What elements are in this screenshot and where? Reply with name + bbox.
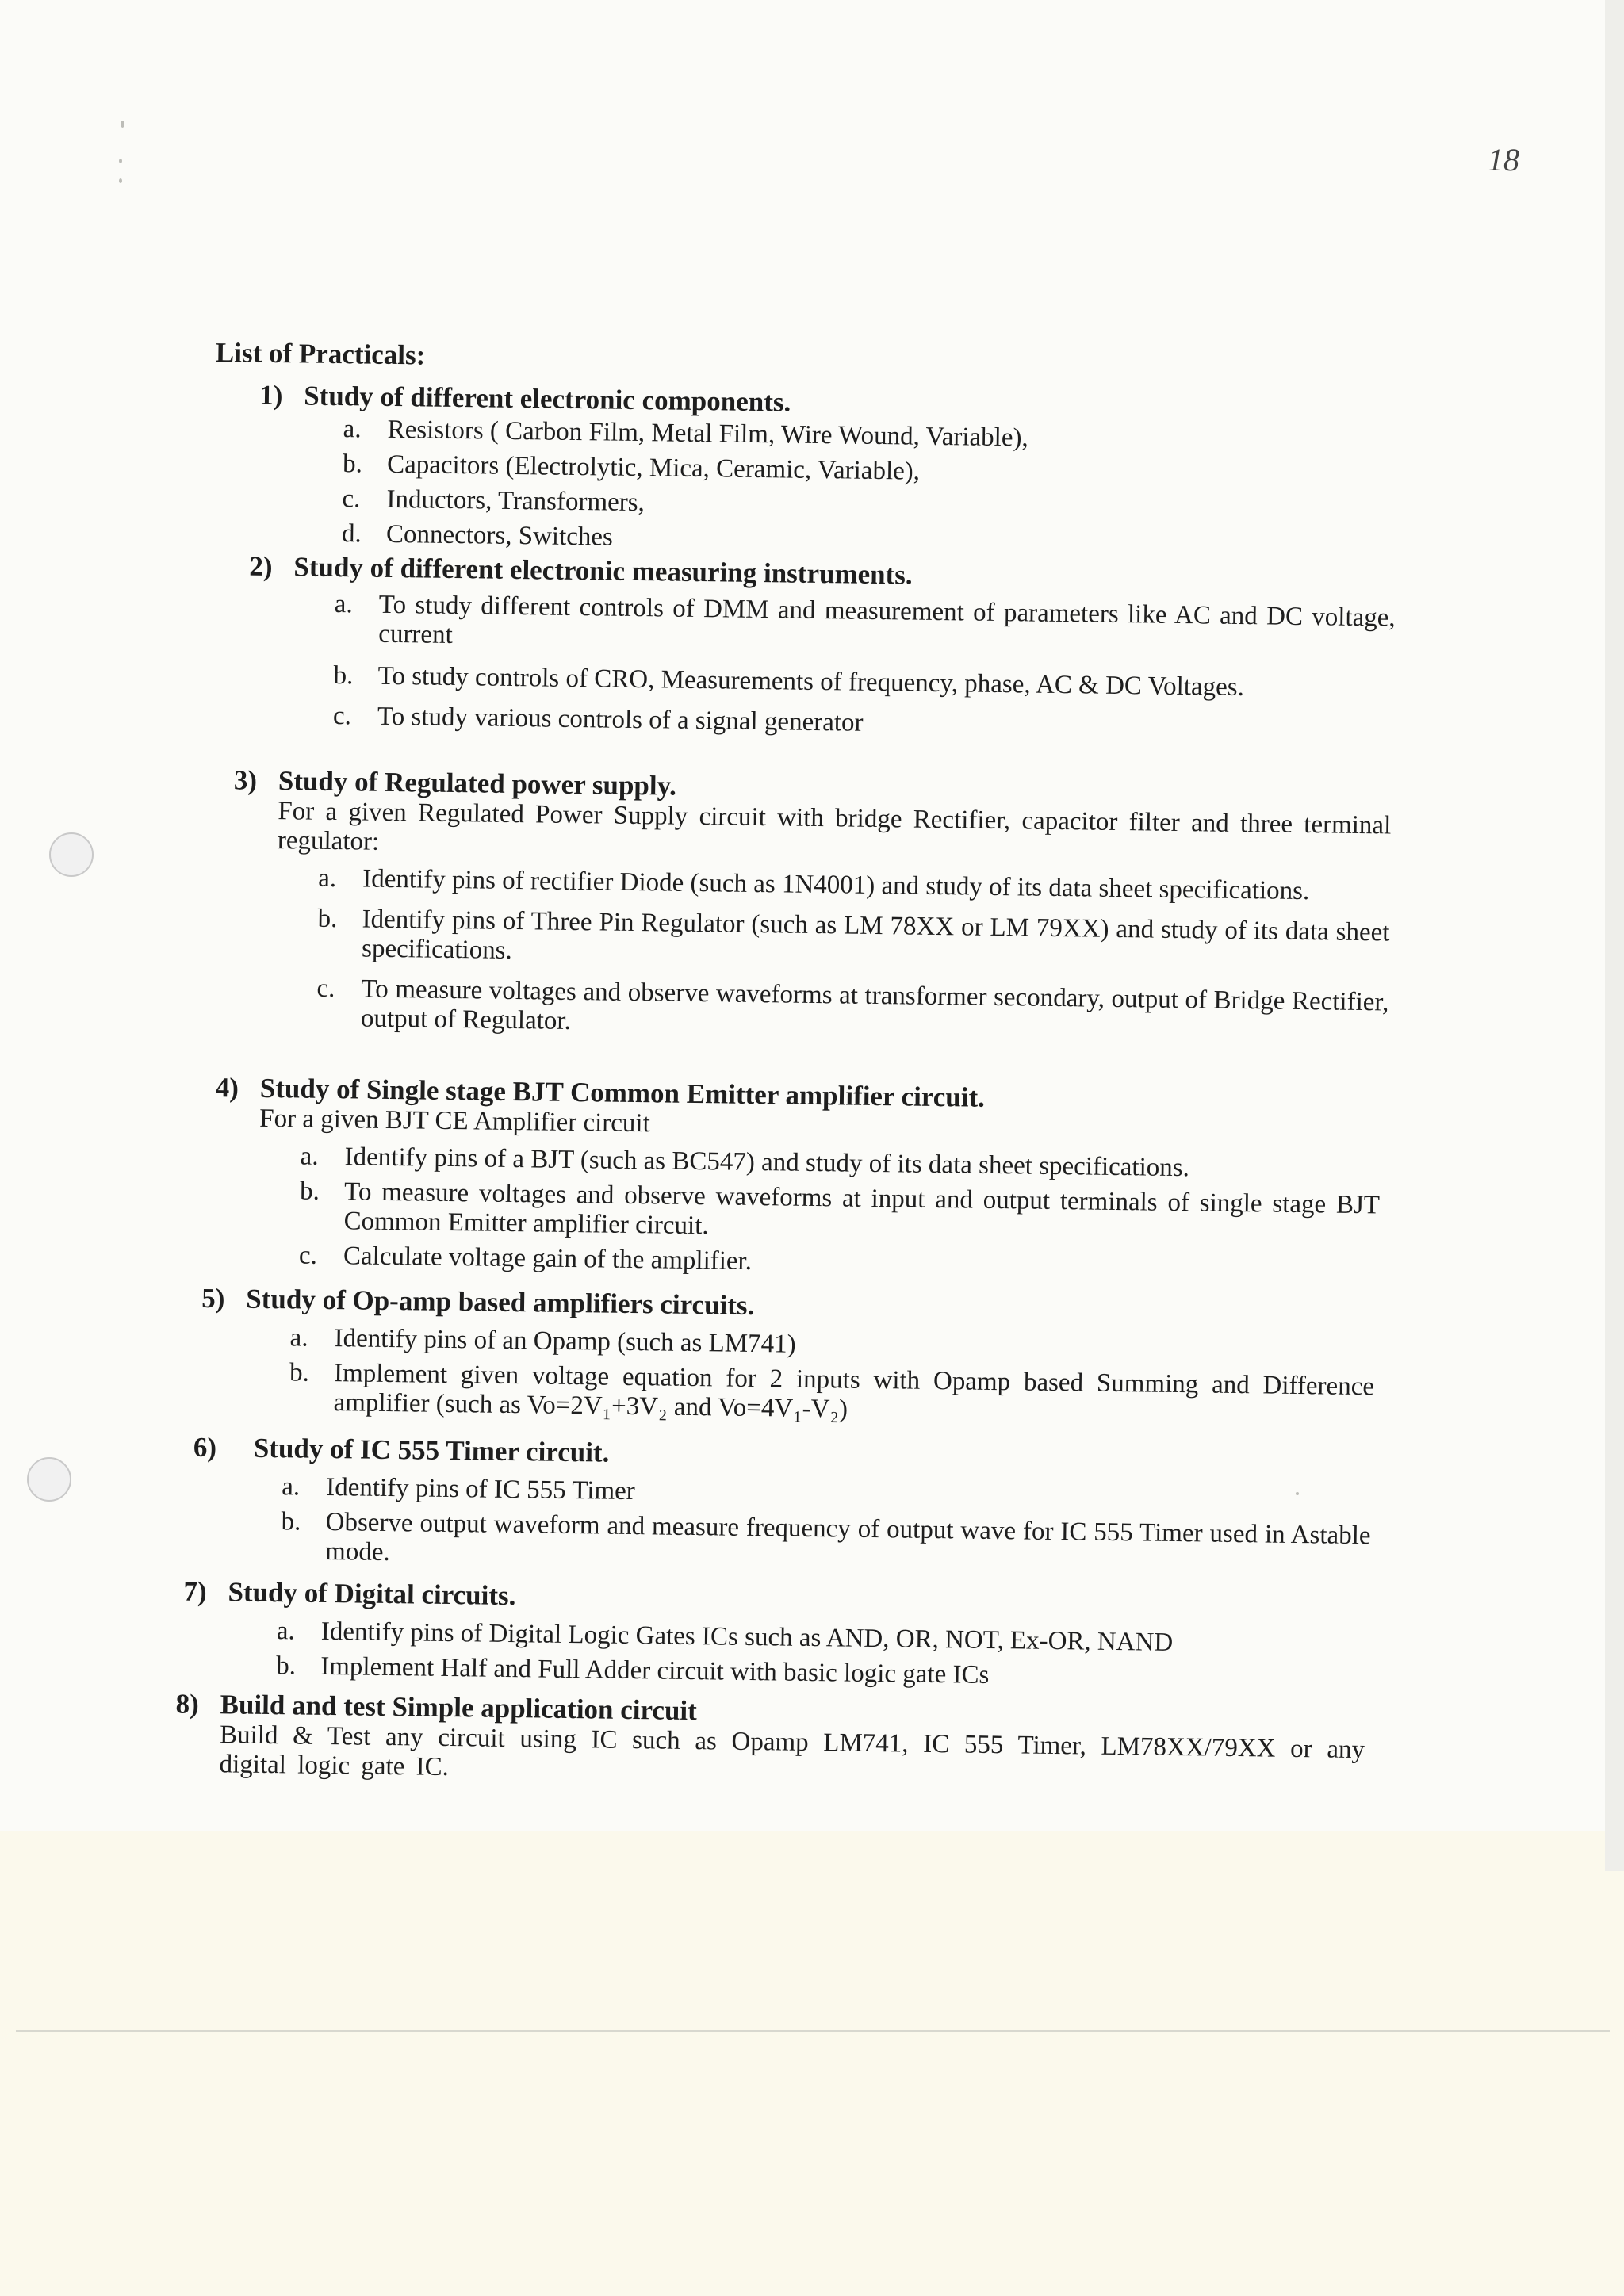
- subitem-label: a.: [281, 1472, 301, 1502]
- practical-section-8: [174, 1689, 1365, 1797]
- subitem-text: Identify pins of rectifier Diode (such as 1N4001) and study of its data sheet specifications.: [362, 864, 1310, 906]
- section-number: 5): [201, 1282, 225, 1314]
- section-title: [201, 1283, 1375, 1330]
- subitem-text: Observe output waveform and measure frequency of output wave for IC 555 Timer used in Astable mode.: [324, 1507, 1371, 1567]
- section-title-text: Study of IC 555 Timer circuit.: [253, 1432, 610, 1468]
- subitem-text: Identify pins of a BJT (such as BC547) and study of its data sheet specifications.: [344, 1142, 1190, 1183]
- subitem: [332, 702, 1394, 745]
- subitem-label: a.: [300, 1142, 319, 1171]
- section-intro: Build & Test any circuit using IC such as Opamp LM741, IC 555 Timer, LM78XX/79XX or any digital logic gate IC.: [219, 1720, 1365, 1782]
- fold-line: [16, 2030, 1610, 2032]
- subitem-text: To study different controls of DMM and measurement of parameters like AC and DC voltage, current: [378, 590, 1396, 649]
- section-number: 7): [183, 1575, 207, 1608]
- subitem-label: b.: [289, 1358, 310, 1387]
- practical-section-5: [200, 1283, 1375, 1437]
- section-title-text: Study of Regulated power supply.: [278, 765, 677, 802]
- subitem-text: Inductors, Transformers,: [386, 484, 645, 518]
- subitem: [299, 1177, 1381, 1249]
- subitem-text: Implement Half and Full Adder circuit with basic logic gate ICs: [320, 1651, 990, 1689]
- section-title-text: Study of Single stage BJT Common Emitter amplifier circuit.: [259, 1072, 986, 1113]
- subitem-label: b.: [342, 450, 363, 479]
- subitem-text: Identify pins of Digital Logic Gates ICs such as AND, OR, NOT, Ex-OR, NAND: [320, 1617, 1174, 1657]
- subitem-label: d.: [341, 519, 362, 549]
- subitem: [334, 590, 1396, 663]
- subitem: [298, 1241, 1379, 1284]
- practical-section-6: [192, 1432, 1372, 1586]
- subitem-list: [298, 1142, 1381, 1284]
- subitem-label: a.: [276, 1617, 295, 1646]
- subitem-text: Calculate voltage gain of the amplifier.: [343, 1242, 753, 1276]
- subitem-list: [276, 1617, 1368, 1695]
- section-title-text: Study of different electronic measuring instruments.: [293, 551, 913, 591]
- subitem-text: Implement given voltage equation for 2 inputs with Opamp based Summing and Difference amplifier (such as Vo=2V₁+3V₂ and Vo=4V₁-V₂): [333, 1359, 1375, 1424]
- subitem: [333, 661, 1394, 705]
- section-number: 8): [175, 1688, 200, 1720]
- subitem: [317, 904, 1390, 978]
- subitem-label: a.: [289, 1323, 308, 1353]
- subitem: [316, 974, 1389, 1047]
- subitem-text: Identify pins of IC 555 Timer: [325, 1472, 636, 1506]
- subitem-list: [341, 415, 1406, 563]
- subitem-text: Identify pins of Three Pin Regulator (such as LM 78XX or LM 79XX) and study of its data sheet specifications.: [361, 905, 1390, 965]
- subitem-list: [316, 863, 1391, 1047]
- section-number: 6): [193, 1431, 217, 1464]
- subitem-text: To measure voltages and observe waveforms at transformer secondary, output of Bridge Rectifier, output of Regulator.: [360, 974, 1389, 1035]
- section-intro: For a given BJT CE Amplifier circuit: [259, 1104, 650, 1138]
- subitem-text: Capacitors (Electrolytic, Mica, Ceramic, Variable),: [386, 450, 921, 486]
- subitem: [318, 863, 1390, 908]
- list-heading: List of Practicals:: [215, 337, 426, 371]
- section-title-text: Study of Digital circuits.: [228, 1576, 516, 1612]
- practical-section-3: [231, 764, 1392, 1052]
- section-number: 1): [259, 379, 283, 411]
- subitem-label: a.: [343, 415, 362, 444]
- subitem-list: [281, 1472, 1371, 1580]
- section-title-text: Study of different electronic components.: [303, 380, 791, 418]
- section-title-text: Study of Op-amp based amplifiers circuits.: [246, 1283, 755, 1322]
- subitem-label: b.: [299, 1177, 320, 1206]
- section-number: 4): [215, 1072, 239, 1104]
- subitem-list: [289, 1323, 1375, 1431]
- subitem: [281, 1507, 1371, 1580]
- subitem-label: c.: [316, 974, 335, 1004]
- section-title: [193, 1432, 1372, 1479]
- page-number: 18: [1488, 142, 1519, 178]
- subitem-text: To measure voltages and observe waveforms at input and output terminals of single stage BJT Common Emitter amplifier circuit.: [343, 1177, 1381, 1241]
- section-number: 2): [249, 550, 273, 582]
- subitem-label: b.: [281, 1507, 301, 1536]
- subitem-text: To study various controls of a signal generator: [377, 702, 864, 737]
- section-intro: For a given Regulated Power Supply circuit with bridge Rectifier, capacitor filter and three terminal regulator:: [277, 797, 1392, 856]
- subitem-text: To study controls of CRO, Measurements of frequency, phase, AC & DC Voltages.: [377, 661, 1245, 702]
- subitem-label: a.: [318, 863, 337, 894]
- practical-section-7: [182, 1576, 1369, 1701]
- subitem-label: b.: [317, 904, 338, 934]
- subitem-label: c.: [298, 1241, 318, 1270]
- section-number: 3): [233, 764, 258, 796]
- practical-section-2: [247, 551, 1396, 751]
- subitem-text: Resistors ( Carbon Film, Metal Film, Wire Wound, Variable),: [387, 415, 1028, 453]
- subitem: [289, 1358, 1375, 1431]
- subitem-label: b.: [333, 661, 354, 691]
- subitem: [276, 1651, 1367, 1695]
- subitem-label: a.: [334, 590, 353, 619]
- subitem-label: c.: [342, 484, 361, 514]
- practical-section-1: [258, 380, 1407, 568]
- subitem-text: Connectors, Switches: [385, 519, 614, 552]
- yellowed-bottom-band: [0, 1831, 1624, 2296]
- section-title-text: Build and test Simple application circuit: [220, 1689, 698, 1727]
- subitem-label: b.: [276, 1651, 297, 1681]
- subitem-text: Identify pins of an Opamp (such as LM741): [334, 1324, 796, 1359]
- subitem-list: [332, 590, 1396, 745]
- subitem-label: c.: [332, 702, 352, 731]
- practical-section-4: [213, 1072, 1381, 1290]
